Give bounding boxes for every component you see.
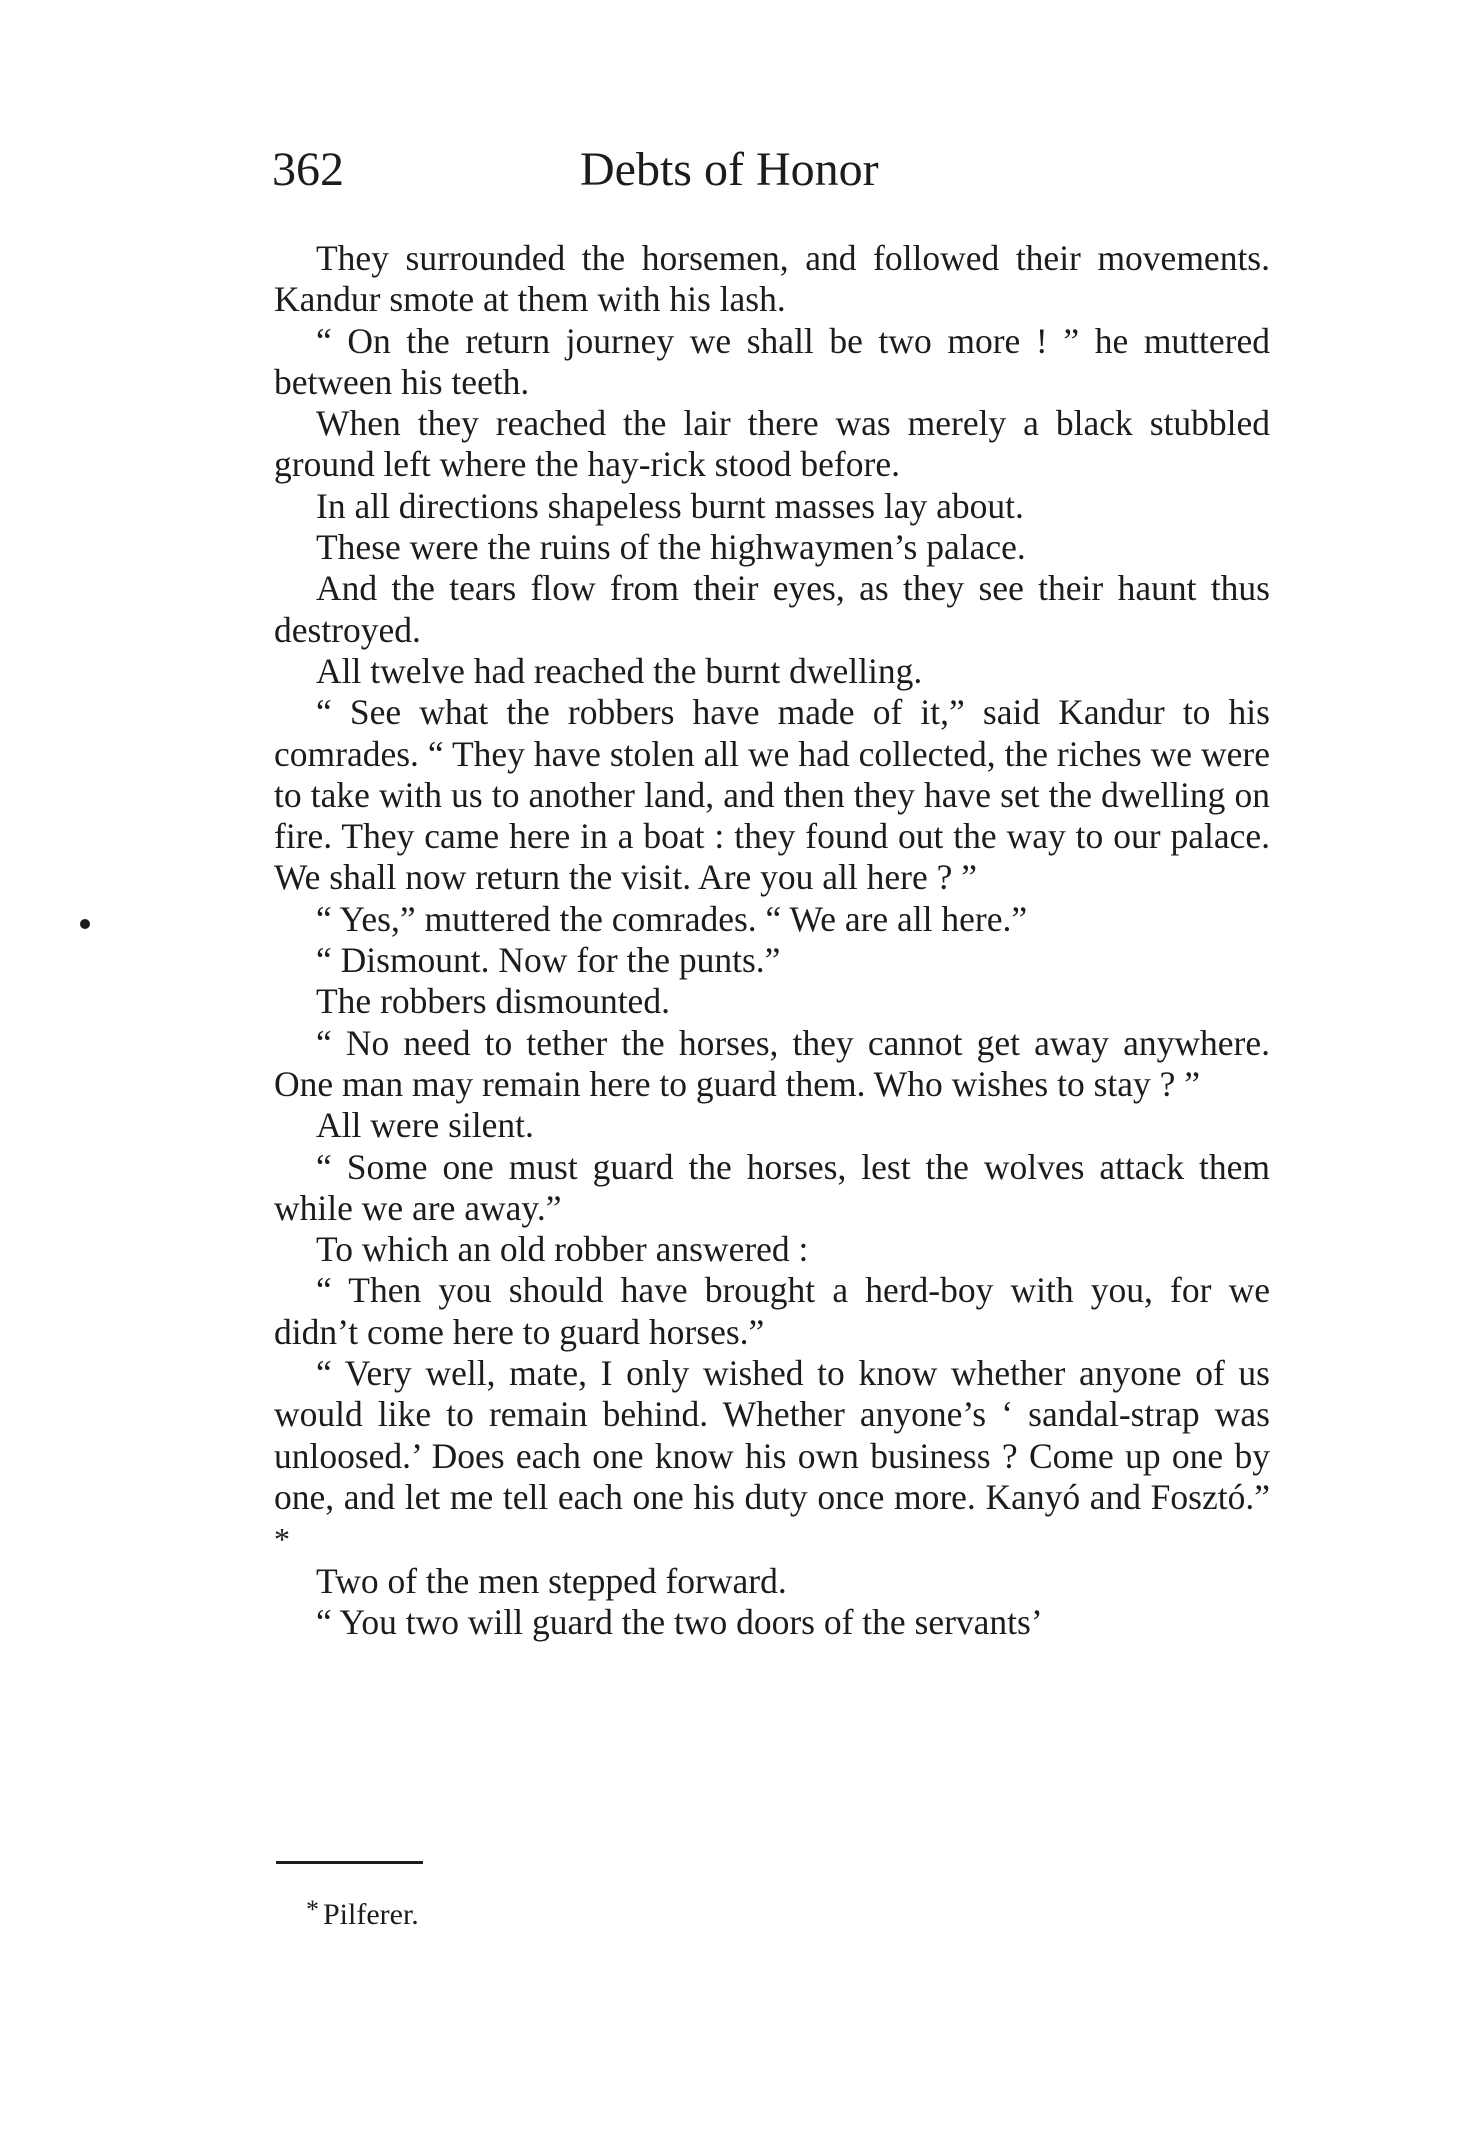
- paragraph-16: “ Then you should have brought a herd-boy with you, for we didn’t come here to guard horses.”: [274, 1270, 1270, 1352]
- paragraph-5: These were the ruins of the highwaymen’s palace.: [316, 527, 1026, 568]
- page-number: 362: [272, 143, 344, 196]
- margin-mark: [80, 919, 90, 929]
- paragraph-6: And the tears flow from their eyes, as they see their haunt thus destroyed.: [274, 568, 1270, 650]
- paragraph-12: “ No need to tether the horses, they cannot get away anywhere. One man may remain here to guard them. Who wishes to stay ? ”: [274, 1022, 1270, 1104]
- paragraph-19: “ You two will guard the two doors of the servants’: [316, 1601, 1043, 1642]
- running-head: [272, 140, 1272, 200]
- body-text: [274, 238, 1270, 1643]
- footnote-mark: *: [306, 1895, 319, 1924]
- paragraph-10: “ Dismount. Now for the punts.”: [316, 940, 781, 981]
- paragraph-13: All were silent.: [316, 1105, 534, 1146]
- paragraph-4: In all directions shapeless burnt masses lay about.: [316, 485, 1024, 526]
- paragraph-7: All twelve had reached the burnt dwelling.: [316, 650, 923, 691]
- paragraph-1: They surrounded the horsemen, and followed their movements. Kandur smote at them with his lash.: [274, 238, 1270, 320]
- paragraph-14: “ Some one must guard the horses, lest the wolves attack them while we are away.”: [274, 1146, 1270, 1228]
- paragraph-18: Two of the men stepped forward.: [316, 1560, 787, 1601]
- footnote-reference: *: [274, 1521, 290, 1558]
- footnote-rule: [276, 1861, 423, 1864]
- running-title: Debts of Honor: [580, 143, 879, 196]
- paragraph-17-text: “ Very well, mate, I only wished to know whether anyone of us would like to remain behind. Whether anyone’s ‘ sandal-strap was unloosed.’ Does each one know his own business ? Come up one by one, and let me tell each one his duty once more. Kanyó and Fosztó.”: [274, 1353, 1270, 1517]
- paragraph-15: To which an old robber answered :: [316, 1229, 809, 1270]
- paragraph-2: “ On the return journey we shall be two more ! ” he muttered between his teeth.: [274, 320, 1270, 402]
- footnote-text: Pilferer.: [323, 1898, 419, 1931]
- paragraph-11: The robbers dismounted.: [316, 981, 670, 1022]
- paragraph-3: When they reached the lair there was merely a black stubbled ground left where the hay-rick stood before.: [274, 403, 1270, 485]
- paragraph-17: [274, 1353, 1270, 1560]
- footnote: [306, 1890, 419, 1935]
- paragraph-8: “ See what the robbers have made of it,” said Kandur to his comrades. “ They have stolen all we had collected, the riches we were to take with us to another land, and then they have set the dwelling on fire. They came here in a boat : they found out the way to our palace. We shall now return the visit. Are you all here ? ”: [274, 692, 1270, 898]
- paragraph-9: “ Yes,” muttered the comrades. “ We are all here.”: [316, 898, 1028, 939]
